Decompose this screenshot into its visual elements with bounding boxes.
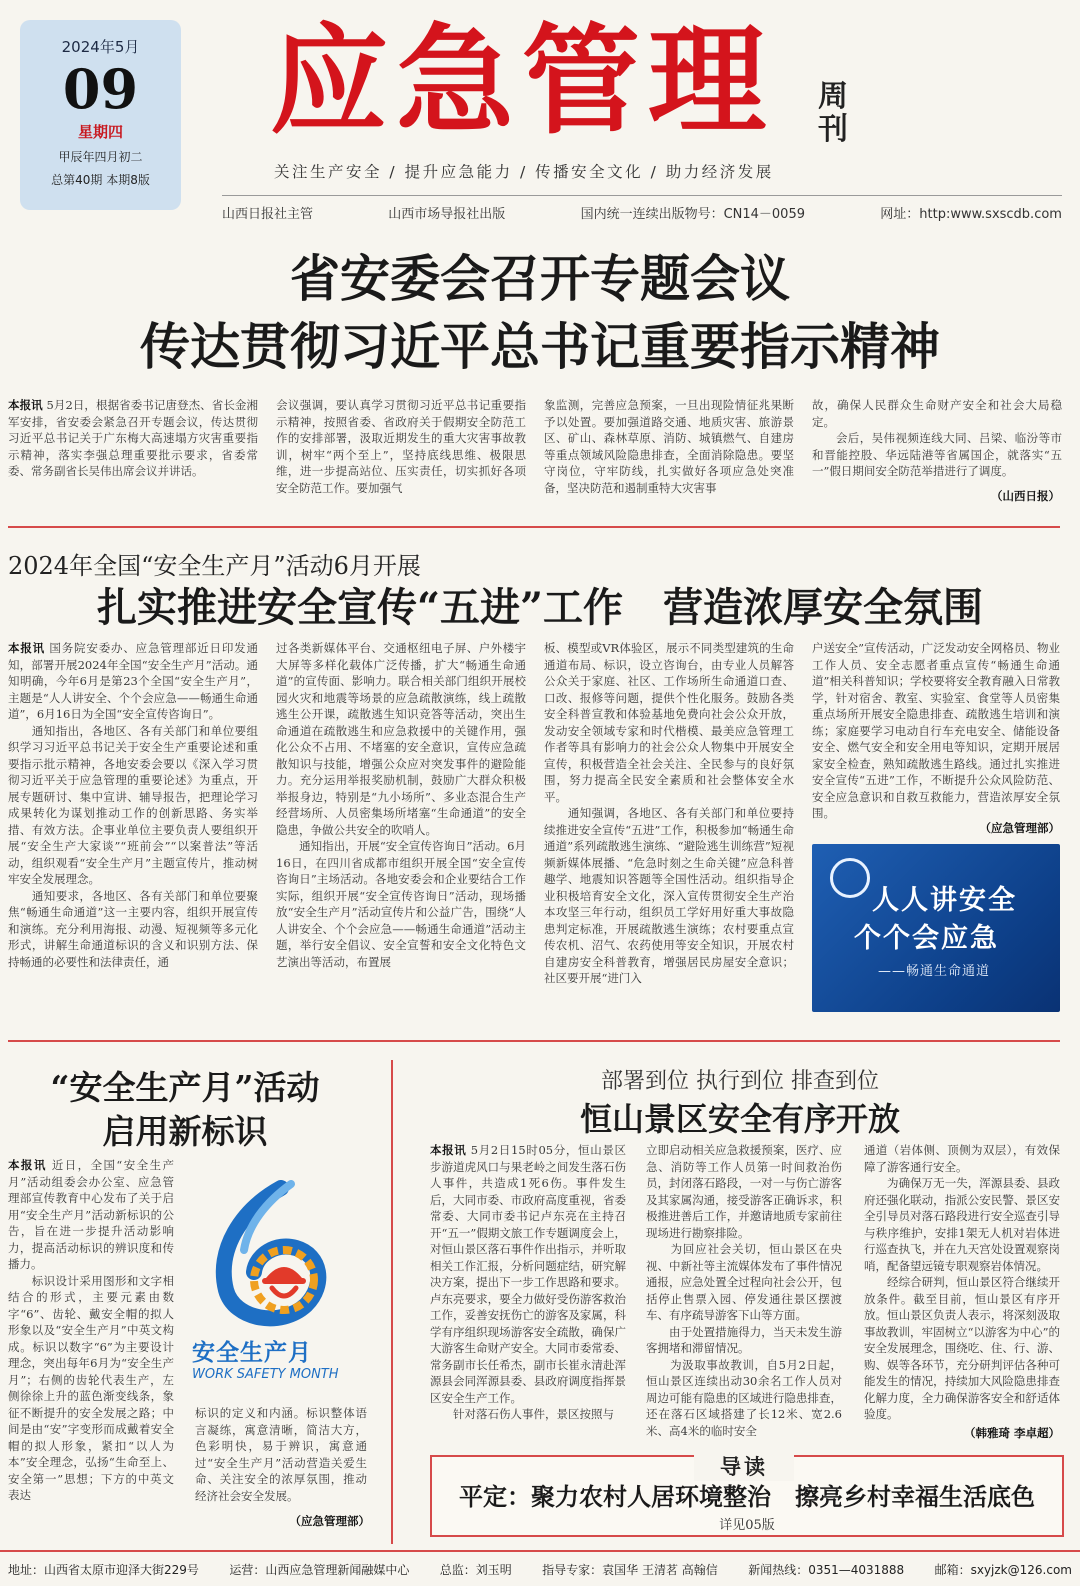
lead-label: 本报讯 [430, 1143, 467, 1157]
safety-month-banner [812, 844, 1060, 1012]
article3-col1-text: 近日，全国“安全生产月”活动组委会办公室、应急管理部宣传教育中心发布了关于启用“安全生产月”活动新标识的公告，旨在进一步提升活动影响力，提高活动标识的辨识度和传播力。 标识设计采用图形和文字相结合的形式，主要元素由数字“6”、齿轮、戴安全帽的拟人形象以及“安全生产月”中英文构成。标识以数字“6”为主要设计理念，突出每年6月为“安全生产月”；右侧的齿轮代表生产，左侧徐徐上升的蓝色渐变线条，象征不断提升的安全发展之路；中间是由“安”字变形而成戴着安全帽的拟人形象，紧扣“以人为本”安全理念，弘扬“生命至上、安全第一”思想；下方的中英文表达 [8, 1158, 174, 1502]
guide-page-ref: 详见05版 [719, 1518, 775, 1533]
article1-col1-text: 5月2日，根据省委书记唐登杰、省长金湘军安排，省安委会紧急召开专题会议，传达贯彻习近平总书记关于广东梅大高速塌方灾害重要指示精神，落实李强总理重要批示要求，省委常委、常务副省长吴伟出席会议并讲话。 [8, 398, 258, 478]
section-divider [8, 1040, 1060, 1042]
article3-col1 [8, 1157, 174, 1532]
logo-text-cn: 安全生产月 [192, 1340, 312, 1366]
article3-source: （应急管理部） [289, 1514, 370, 1528]
article4-subtitle: 部署到位 执行到位 排查到位 [601, 1069, 879, 1094]
sponsor: 山西日报社主管 [222, 206, 314, 222]
footer-email[interactable]: 邮箱：sxyjzk@126.com [934, 1562, 1072, 1577]
article4-col3: 通道（岩体侧、顶侧为双层），有效保障了游客通行安全。 为确保万无一失，浑源县委、县政府还强化联动，指派公安民警、景区安全引导员对落石路段进行安全巡查引导与秩序维护，安排1架无人机对岩体进行巡查执飞，并在九天宫处设置观察岗哨，配备望远镜专职观察岩体情况。 经综合研判，恒山景区符合继续开放条件。截至目前，恒山景区有序开放。恒山景区负责人表示，将深刻汲取事故教训，牢固树立“以游客为中心”的安全发展理念，围绕吃、住、行、游、购、娱等各环节，充分研判评估各种可能发生的情况，持续加大风险隐患排查化解力度，全力确保游客安全和舒适体验度。 [864, 1143, 1060, 1421]
article2-subtitle: 2024年全国“安全生产月”活动6月开展 [8, 552, 421, 580]
weekly-label: 周刊 [818, 79, 848, 147]
date-box [20, 20, 181, 210]
column-divider [391, 1060, 393, 1544]
logo-text-en: WORK SAFETY MONTH [192, 1367, 339, 1382]
article2-source: （应急管理部） [979, 821, 1060, 835]
masthead-slogan: 关注生产安全 / 提升应急能力 / 传播安全文化 / 助力经济发展 [274, 163, 774, 181]
lunar-date: 甲辰年四月初二 [58, 150, 143, 164]
banner-line2: 个个会应急 [854, 923, 999, 954]
article2-col2: 过各类新媒体平台、交通枢纽电子屏、户外楼宇大屏等多样化载体广泛传播，扩大“畅通生命通道”的宣传面、影响力。联合相关部门组织开展校园火灾和地震等场景的应急疏散演练，线上疏散逃生公开课，疏散逃生知识竞答等活动，突出生命通道在疏散逃生和应急救援中的关键作用，强化公众不占用、不堵塞的安全意识，宣传应急疏散知识与技能，增强公众应对突发事件的避险能力。充分运用举报奖励机制，鼓励广大群众积极举报身边，特别是“九小场所”、多业态混合生产经营场所、人员密集场所堵塞“生命通道”的安全隐患，争做公共安全的吹哨人。 通知指出，开展“安全宣传咨询日”活动。6月16日，在四川省成都市组织开展全国“安全宣传咨询日”主场活动。各地安委会和企业要结合工作实际，组织开展“安全宣传咨询日”活动，现场播放“安全生产月”活动宣传片和公益广告，围绕“人人讲安全、个个会应急——畅通生命通道”活动主题，举行安全倡议、安全宣誓和安全文化特色文艺演出等活动，布置展 [276, 641, 526, 969]
article2-col1-text: 国务院安委办、应急管理部近日印发通知，部署开展2024年全国“安全生产月”活动。通知明确，今年6月是第23个全国“安全生产月”，主题是“人人讲安全、个个会应急——畅通生命通道”，6月16日为全国“安全宣传咨询日”。 通知指出，各地区、各有关部门和单位要组织学习习近平总书记关于安全生产重要论述和重要指示批示精神，各地安委会要以《深入学习贯彻习近平关于应急管理的重要论述》为重点，开展专题研讨、集中宣讲、辅导报告，把理论学习成果转化为谋划推动工作的创新思路、务实举措、有效方法。企事业单位主要负责人要组织开展“安全生产大家谈”“班前会”“以案普法”等活动，组织观看“安全生产月”主题宣传片，推动树牢安全发展理念。 通知要求，各地区、各有关部门和单位要聚焦“畅通生命通道”这一主要内容，组织开展宣传和演练。充分利用海报、动漫、短视频等多元化形式，讲解生命通道标识的含义和识别方法、保持畅通的必要性和法律责任，通 [8, 641, 258, 969]
safety-month-emblem-icon [186, 1180, 366, 1330]
website[interactable]: 网址：http:www.sxscdb.com [880, 206, 1062, 222]
footer-supervisor: 总监：刘玉明 [439, 1562, 512, 1577]
footer [0, 1550, 1080, 1586]
banner-line3: ——畅通生命通道 [878, 964, 991, 979]
footer-experts: 指导专家：袁国华 王清茗 高翰信 [542, 1562, 718, 1577]
footer-address: 地址：山西省太原市迎泽大街229号 [8, 1562, 199, 1577]
banner-line1: 人人讲安全 [872, 885, 1017, 916]
article4-source: （韩雅琦 李卓超） [963, 1426, 1060, 1440]
article1-col1 [8, 397, 258, 507]
cn-number: 国内统一连续出版物号：CN14－0059 [580, 206, 805, 222]
safety-month-logo-icon [830, 858, 870, 898]
article1-headline-line2: 传达贯彻习近平总书记重要指示精神 [140, 317, 940, 376]
article3-headline-line2: 启用新标识 [102, 1112, 268, 1151]
article2-col3: 板、模型或VR体验区，展示不同类型建筑的生命通道布局、标识，设立咨询台，由专业人员解答公众关于家庭、社区、工作场所生命通道口查、口改、报修等问题，提供个性化服务。鼓励各类安全科普宣教和体验基地免费向社会公众开放，发动安全领域专家和时代楷模、最美应急管理工作者等具有影响力的社会公众人物集中开展安全宣传，积极营造全社会关注、全民参与的良好氛围，努力提高全民安全素质和社会整体安全水平。 通知强调，各地区、各有关部门和单位要持续推进安全宣传“五进”工作，积极参加“畅通生命通道”系列疏散逃生演练、“避险逃生训练营”短视频新媒体展播、“危急时刻之生命关键”应急科普趣学、地震知识答题等全国性活动。组织指导企业积极培育安全文化，深入宣传贯彻安全生产治本攻坚三年行动，组织员工学好用好重大事故隐患判定标准，开展疏散逃生演练；农村要重点宣传农机、沼气、农药使用等安全知识，开展农村自建房安全科普教育，增强居民房屋安全意识；社区要开展“进门入 [544, 641, 794, 985]
article2-col4: 户送安全”宣传活动，广泛发动安全网格员、物业工作人员、安全志愿者重点宣传“畅通生命通道”相关科普知识；学校要将安全教育融入日常教学，针对宿舍、教室、实验室、食堂等人员密集重点场所开展安全隐患排查、疏散逃生培训和演练；家庭要学习电动自行车充电安全、储能设备安全、燃气安全和安全用电等知识，定期开展居家安全检查，熟知疏散逃生路线。通过扎实推进安全宣传“五进”工作，不断提升公众风险防范、安全应急意识和自救互救能力，营造浓厚安全氛围。 [812, 641, 1060, 820]
article3-col2: 标识的定义和内涵。标识整体语言凝练，寓意清晰，简洁大方，色彩明快，易于辨识，寓意通过“安全生产月”活动营造关爱生命、关注安全的浓厚氛围，推动经济社会安全发展。 [195, 1406, 367, 1503]
guide-box[interactable] [430, 1455, 1064, 1537]
article4-col1 [430, 1142, 626, 1442]
article1-source: （山西日报） [991, 489, 1060, 503]
article1-headline-line1: 省安委会召开专题会议 [290, 249, 790, 308]
guide-label: 导读 [694, 1451, 794, 1481]
footer-hotline: 新闻热线：0351—4031888 [748, 1562, 905, 1577]
publisher: 山西市场导报社出版 [388, 206, 506, 222]
lead-label: 本报讯 [8, 641, 45, 655]
article1-col4: 故，确保人民群众生命财产安全和社会大局稳定。 会后，吴伟视频连线大同、吕梁、临汾等市和晋能控股、华远陆港等省属国企，就落实“五一”假日期间安全防范举措进行了调度。 [812, 398, 1062, 478]
issue-weekday: 星期四 [77, 123, 123, 141]
issue-number: 总第40期 本期8版 [51, 173, 150, 187]
issue-day: 09 [62, 57, 139, 121]
issue-year-month: 2024年5月 [61, 38, 140, 56]
section-divider [8, 526, 1060, 528]
article4-col1-text: 5月2日15时05分，恒山景区步游道虎风口与果老岭之间发生落石伤人事件，共造成1死6伤。事件发生后，大同市委、市政府高度重视，省委常委、大同市委书记卢东亮在主持召开“五一”假期文旅工作专题调度会上，对恒山景区落石事件作出指示，并听取相关工作汇报，分析问题症结，研究解决方案，提出下一步工作思路和要求。卢东亮要求，要全力做好受伤游客救治工作，妥善安抚伤亡的游客及家属，科学有序组织现场游客安全疏散，确保广大游客生命财产安全。大同市委常委、常务副市长任希杰，副市长崔永清赴浑源县会同浑源县委、县政府调度指挥景区安全生产工作。 针对落石伤人事件，景区按照与 [430, 1143, 626, 1421]
lead-label: 本报讯 [8, 398, 43, 412]
masthead-info-bar [222, 195, 1062, 224]
article1-col2: 会议强调，要认真学习贯彻习近平总书记重要指示精神，按照省委、省政府关于假期安全防范工作的安排部署，汲取近期发生的重大灾害事故教训，树牢“两个至上”，坚持底线思维、极限思维，进一步提高站位、压实责任，切实抓好各项安全防范工作。要加强气 [276, 398, 526, 495]
safety-month-logo [186, 1180, 366, 1380]
article1-col3: 象监测，完善应急预案，一旦出现险情征兆果断予以处置。要加强道路交通、地质灾害、旅游景区、矿山、森林草原、消防、城镇燃气、自建房等重点领域风险隐患排查，全面消除隐患。要坚守岗位，守牢防线，扎实做好各项应急处突准备，坚决防范和遏制重特大灾害事 [544, 398, 794, 495]
article3-headline-line1: “安全生产月”活动 [50, 1068, 320, 1107]
article2-col1 [8, 640, 258, 1012]
newspaper-title: 应急管理 [270, 11, 775, 150]
footer-operator: 运营：山西应急管理新闻融媒中心 [229, 1562, 410, 1577]
lead-label: 本报讯 [8, 1158, 47, 1172]
guide-title[interactable]: 平定：聚力农村人居环境整治 擦亮乡村幸福生活底色 [459, 1482, 1035, 1511]
article2-headline: 扎实推进安全宣传“五进”工作 营造浓厚安全氛围 [96, 584, 983, 631]
article4-headline: 恒山景区安全有序开放 [579, 1100, 900, 1138]
article4-col2: 立即启动相关应急救援预案，医疗、应急、消防等工作人员第一时间救治伤员，封闭落石路段，一对一与伤亡游客及其家属沟通，接受游客正确诉求，积极推进善后工作，并邀请地质专家前往现场进行勘察排险。 为回应社会关切，恒山景区在央视、中新社等主流媒体发布了事件情况通报，应急处置全过程向社会公开，包括停止售票入园、停发通往景区摆渡车、有序疏导游客下山等方面。 由于处置措施得力，当天未发生游客拥堵和滞留情况。 为汲取事故教训，自5月2日起，恒山景区连续出动30余名工作人员对周边可能有隐患的区域进行隐患排查，还在落石区域搭建了长12米、宽2.6米、高4米的临时安全 [646, 1143, 842, 1438]
